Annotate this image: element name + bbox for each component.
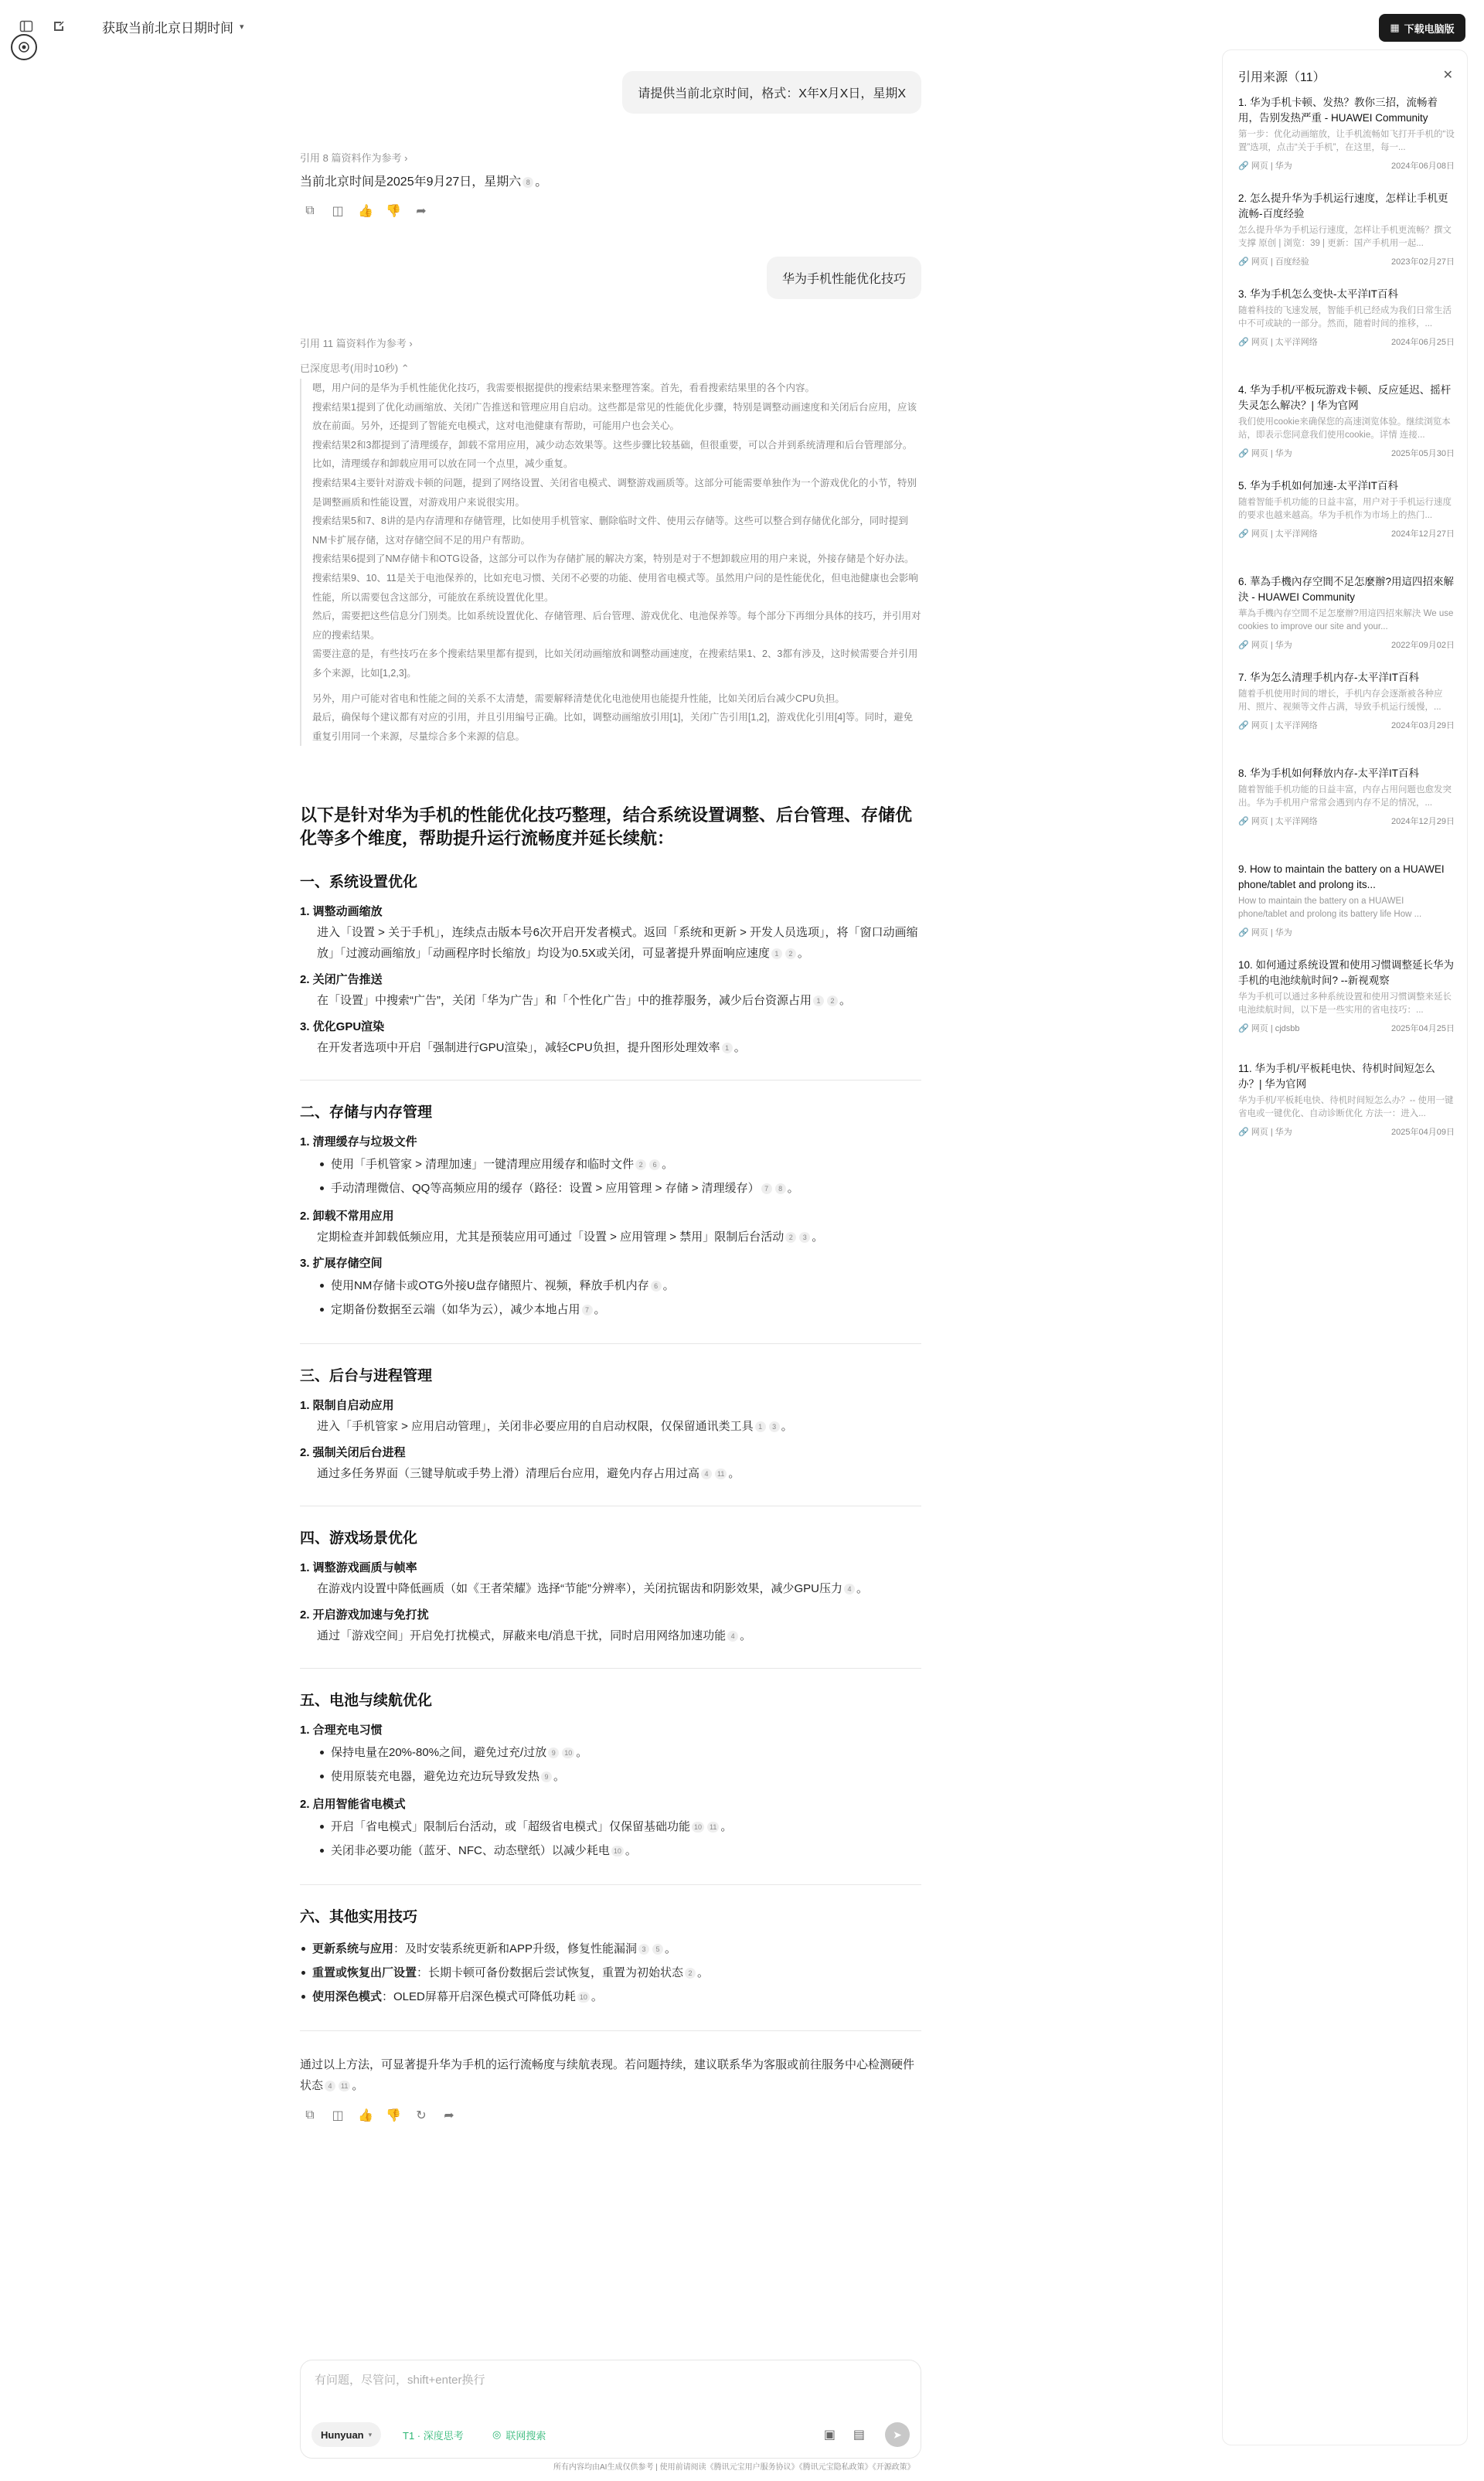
- subsection-title: 3. 扩展存储空间: [300, 1257, 383, 1270]
- thumbs-down-icon[interactable]: 👎: [386, 205, 401, 218]
- reference-title: 11. 华为手机/平板耗电快、待机时间短怎么办？| 华为官网: [1238, 1063, 1435, 1090]
- tip-body: 通过多任务界面（三键导航或手势上滑）清理后台应用，避免内存占用过高: [317, 1467, 700, 1480]
- citation-badge[interactable]: 1: [722, 1043, 733, 1053]
- reference-site: 🔗 网页 | 华为: [1238, 1128, 1292, 1137]
- reference-site: 🔗 网页 | 太平洋网络: [1238, 721, 1318, 730]
- list-item: 使用原装充电器，避免边充边玩导致发热 9 。: [300, 1765, 921, 1788]
- reference-title: 9. How to maintain the battery on a HUAWEI phone/tablet and prolong its...: [1238, 863, 1445, 890]
- reference-site-name: 华为: [1275, 928, 1292, 938]
- reference-site: 🔗 网页 | 太平洋网络: [1238, 529, 1318, 539]
- reference-snippet: 随着科技的飞速发展，智能手机已经成为我们日常生活中不可或缺的一部分。然而，随着时间的推移，...: [1238, 306, 1452, 328]
- reference-snippet: 随着智能手机功能的日益丰富，用户对于手机运行速度的要求也越来越高。华为手机作为市场上的热门...: [1238, 498, 1452, 520]
- reference-snippet: 随着手机使用时间的增长，手机内存会逐渐被各种应用、照片、视频等文件占满，导致手机运行缓慢，...: [1238, 689, 1443, 712]
- copy-icon[interactable]: ⧉: [305, 2108, 315, 2122]
- reference-site-name: 太平洋网络: [1275, 721, 1318, 730]
- reference-date: 2024年12月29日: [1391, 817, 1455, 826]
- citation-badge[interactable]: 2: [785, 1232, 796, 1243]
- reference-meta: [1238, 1022, 1455, 1034]
- reference-site-name: 太平洋网络: [1275, 529, 1318, 539]
- user-message: 请提供当前北京时间，格式：X年X月X日，星期X: [622, 71, 921, 114]
- divider: [300, 1884, 921, 1885]
- chevron-down-icon: ▾: [368, 2430, 373, 2438]
- bookmark-icon[interactable]: ◫: [332, 2109, 344, 2122]
- reference-title: 4. 华为手机/平板玩游戏卡顿、反应延迟、摇杆失灵怎么解决？| 华为官网: [1238, 384, 1452, 411]
- bookmark-icon[interactable]: ◫: [332, 205, 344, 218]
- subsection-title: 2. 强制关闭后台进程: [300, 1446, 406, 1459]
- citation-badge[interactable]: 7: [761, 1183, 772, 1194]
- tip-text: 在「设置」中搜索“广告”，关闭「华为广告」和「个性化广告」中的推荐服务，减少后台资源占用 1 2 。: [317, 994, 852, 1007]
- citation-badge[interactable]: 2: [785, 948, 796, 959]
- reference-meta: [1238, 926, 1455, 938]
- subsection-title: 2. 启用智能省电模式: [300, 1798, 406, 1811]
- reference-title: 6. 華為手機內存空間不足怎麼辦?用這四招來解決 - HUAWEI Community: [1238, 576, 1455, 603]
- footer-disclaimer: 所有内容均由AI生成仅供参考 | 使用前请阅读《腾讯元宝用户服务协议》《腾讯元宝隐私政策》《开源政策》: [553, 2463, 915, 2472]
- reference-date: 2025年04月25日: [1391, 1024, 1455, 1033]
- copy-icon[interactable]: ⧉: [305, 204, 315, 217]
- reference-item[interactable]: [1238, 1061, 1455, 1138]
- share-icon[interactable]: ➦: [416, 205, 427, 218]
- reference-snippet: 随着智能手机功能的日益丰富，内存占用问题也愈发突出。华为手机用户常常会遇到内存不足的情况，...: [1238, 785, 1452, 808]
- reference-title: 7. 华为怎么清理手机内存-太平洋IT百科: [1238, 672, 1420, 683]
- thinking-content: [300, 379, 921, 746]
- citation-badge[interactable]: 9: [541, 1771, 552, 1782]
- thinking-paragraph: 搜索结果4主要针对游戏卡顿的问题，提到了网络设置、关闭省电模式、调整游戏画质等。这部分可能需要单独作为一个游戏优化的小节，特别是调整画质和性能设置，对游戏用户来说很实用。: [312, 477, 917, 508]
- reference-snippet: 華為手機內存空間不足怎麼辦?用這四招來解決 We use cookies to improve our site and your...: [1238, 609, 1454, 631]
- subsection-title: 1. 调整游戏画质与帧率: [300, 1561, 417, 1574]
- reference-site: 🔗 网页 | 华为: [1238, 928, 1292, 938]
- citation-badge[interactable]: 2: [827, 995, 838, 1006]
- reference-date: 2024年03月29日: [1391, 721, 1455, 730]
- list-item: 使用深色模式：OLED屏幕开启深色模式可降低功耗 10 。: [300, 1985, 921, 2009]
- link-icon: 🔗: [1238, 721, 1249, 730]
- list-item: 使用「手机管家 > 清理加速」一键清理应用缓存和临时文件 2 6 。: [300, 1152, 921, 1176]
- new-chat-icon[interactable]: [49, 17, 68, 36]
- references-panel: [1222, 49, 1468, 2445]
- reference-site: 🔗 网页 | 华为: [1238, 162, 1292, 171]
- reference-site-name: 华为: [1275, 1128, 1292, 1137]
- download-desktop-button[interactable]: [1379, 14, 1465, 42]
- reference-site-name: cjdsbb: [1275, 1024, 1300, 1033]
- citation-badge[interactable]: 3: [769, 1421, 780, 1432]
- reference-date: 2022年09月02日: [1391, 641, 1455, 650]
- reference-meta: [1238, 447, 1455, 459]
- reference-item[interactable]: [1238, 670, 1455, 731]
- list-item: 关闭非必要功能（蓝牙、NFC、动态壁纸）以减少耗电 10 。: [300, 1839, 921, 1863]
- link-icon: 🔗: [1238, 162, 1249, 171]
- thinking-paragraph: 搜索结果1提到了优化动画缩放、关闭广告推送和管理应用自启动。这些都是常见的性能优化步骤，特别是调整动画速度和关闭后台应用，应该放在前面。另外，还提到了智能充电模式，这对电池健康有帮助，可能用户也会关心。: [312, 401, 917, 432]
- reference-site-name: 华为: [1275, 641, 1292, 650]
- reference-date: 2025年05月30日: [1391, 449, 1455, 458]
- list-item-text: ：及时安装系统更新和APP升级，修复性能漏洞: [393, 1942, 638, 1955]
- send-button[interactable]: [885, 2422, 910, 2447]
- link-icon: 🔗: [1238, 529, 1249, 539]
- send-icon: ➤: [893, 2428, 902, 2441]
- citation-badge[interactable]: 1: [813, 995, 824, 1006]
- list-item-text: 开启「省电模式」限制后台活动，或「超级省电模式」仅保留基础功能: [331, 1820, 691, 1833]
- section-title: 二、存储与内存管理: [300, 1104, 433, 1121]
- divider: [300, 1668, 921, 1669]
- reference-title: 8. 华为手机如何释放内存-太平洋IT百科: [1238, 767, 1420, 779]
- conclusion-text: 通过以上方法，可显著提升华为手机的运行流畅度与续航表现。若问题持续，建议联系华为客服或前往服务中心检测硬件状态: [300, 2058, 915, 2092]
- reference-title: 10. 如何通过系统设置和使用习惯调整延长华为手机的电池续航时间? --新视观察: [1238, 959, 1455, 986]
- citation-badge[interactable]: 10: [692, 1822, 704, 1833]
- citation-badge[interactable]: 4: [844, 1584, 855, 1594]
- reference-site: 🔗 网页 | 华为: [1238, 449, 1292, 458]
- top-bar: [0, 0, 1213, 54]
- reference-meta: [1238, 527, 1455, 539]
- section-title: 六、其他实用技巧: [300, 1909, 418, 1925]
- reference-snippet: 怎么提升华为手机运行速度，怎样让手机更流畅？撰文支撑 原创 | 浏览：39 | 更新：国产手机用一起...: [1238, 226, 1452, 248]
- reference-meta: [1238, 159, 1455, 172]
- link-icon: 🔗: [1238, 338, 1249, 347]
- tip-text: 通过多任务界面（三键导航或手势上滑）清理后台应用，避免内存占用过高 4 11 。: [317, 1467, 740, 1480]
- list-item-bold: 更新系统与应用: [312, 1942, 394, 1955]
- chat-input[interactable]: 有问题，尽管问，shift+enter换行: [315, 2374, 485, 2387]
- reference-item[interactable]: [1238, 95, 1455, 172]
- reference-meta: [1238, 815, 1455, 827]
- section-title: 五、电池与续航优化: [300, 1693, 433, 1709]
- reference-title: 5. 华为手机如何加速-太平洋IT百科: [1238, 480, 1399, 492]
- citation-badge[interactable]: 5: [652, 1944, 663, 1955]
- windows-icon: ▦: [1390, 22, 1400, 33]
- thinking-paragraph: 搜索结果9、10、11是关于电池保养的，比如充电习惯、关闭不必要的功能、使用省电模式等。虽然用户问的是性能优化，但电池健康也会影响性能，所以需要包含这部分，可能放在系统设置优化里。: [312, 572, 918, 603]
- reference-date: 2024年06月08日: [1391, 162, 1455, 171]
- reference-site: 🔗 网页 | 华为: [1238, 641, 1292, 650]
- close-icon[interactable]: ✕: [1442, 69, 1453, 82]
- globe-icon: ◎: [492, 2428, 502, 2440]
- link-icon: 🔗: [1238, 817, 1249, 826]
- list-item: 使用NM存储卡或OTG外接U盘存储照片、视频，释放手机内存 6 。: [300, 1274, 921, 1298]
- reference-item[interactable]: [1238, 478, 1455, 539]
- list-item: 更新系统与应用：及时安装系统更新和APP升级，修复性能漏洞 3 5 。: [300, 1937, 921, 1961]
- tip-text: 在游戏内设置中降低画质（如《王者荣耀》选择“节能”分辨率），关闭抗锯齿和阴影效果，减少GPU压力 4 。: [317, 1582, 869, 1595]
- tip-body: 进入「手机管家 > 应用启动管理」，关闭非必要应用的自启动权限，仅保留通讯类工具: [317, 1420, 754, 1433]
- citation-badge[interactable]: 1: [755, 1421, 766, 1432]
- reference-meta: [1238, 335, 1455, 348]
- citation-badge[interactable]: 4: [701, 1469, 712, 1479]
- list-item: 重置或恢复出厂设置：长期卡顿可备份数据后尝试恢复，重置为初始状态 2 。: [300, 1961, 921, 1985]
- citation-badge[interactable]: 9: [548, 1748, 559, 1758]
- reference-snippet: 第一步：优化动画缩放，让手机流畅如飞打开手机的“设置”选项，点击“关于手机”，在这里，每一...: [1238, 130, 1455, 152]
- chat-input-box: [300, 2360, 921, 2459]
- link-icon: 🔗: [1238, 257, 1249, 267]
- reference-count[interactable]: 引用 8 篇资料作为参考 ›: [300, 152, 408, 164]
- reference-item[interactable]: [1238, 191, 1455, 267]
- section-title: 三、后台与进程管理: [300, 1368, 433, 1384]
- thinking-paragraph: 需要注意的是，有些技巧在多个搜索结果里都有提到，比如关闭动画缩放和调整动画速度，在搜索结果1、2、3都有涉及，这时候需要合并引用多个来源，比如[1,2,3]。: [312, 648, 918, 679]
- thinking-paragraph: 另外，用户可能对省电和性能之间的关系不太清楚，需要解释清楚优化电池使用也能提升性能，比如关闭后台减少CPU负担。: [312, 693, 845, 704]
- reference-title: 2. 怎么提升华为手机运行速度，怎样让手机更流畅-百度经验: [1238, 192, 1448, 220]
- section-title: 四、游戏场景优化: [300, 1530, 418, 1547]
- reference-site: 🔗 网页 | 百度经验: [1238, 257, 1309, 267]
- thinking-toggle[interactable]: 已深度思考(用时10秒) ⌃: [300, 362, 410, 374]
- reference-item[interactable]: [1238, 958, 1455, 1034]
- file-upload-icon[interactable]: ▤: [853, 2428, 865, 2442]
- citation-badge[interactable]: 11: [715, 1469, 727, 1479]
- citation-badge[interactable]: 8: [522, 177, 533, 188]
- citation-badge[interactable]: 3: [638, 1944, 649, 1955]
- sidebar-toggle-icon[interactable]: [17, 17, 36, 36]
- deep-thinking-toggle[interactable]: [393, 2422, 473, 2447]
- thumbs-down-icon[interactable]: 👎: [386, 2109, 401, 2122]
- list-item: 开启「省电模式」限制后台活动，或「超级省电模式」仅保留基础功能 10 11 。: [300, 1815, 921, 1839]
- answer-sections: [300, 870, 921, 2009]
- citation-badge[interactable]: 7: [582, 1305, 593, 1315]
- answer-text: 当前北京时间是2025年9月27日，星期六: [300, 175, 522, 189]
- reference-item[interactable]: [1238, 766, 1455, 827]
- answer-intro: 以下是针对华为手机的性能优化技巧整理，结合系统设置调整、后台管理、存储优化等多个维度，帮助提升运行流畅度并延长续航：: [300, 805, 913, 848]
- reference-snippet: 华为手机/平板耗电快、待机时间短怎么办？-- 使用一键省电或一键优化、自动诊断优化 方法一：进入...: [1238, 1096, 1454, 1118]
- deep-thinking-label: T1 · 深度思考: [403, 2429, 464, 2442]
- answer-actions: [303, 204, 428, 218]
- reference-meta: [1238, 1125, 1455, 1138]
- subsection-title: 1. 清理缓存与垃圾文件: [300, 1135, 417, 1149]
- reference-count[interactable]: 引用 11 篇资料作为参考 ›: [300, 338, 413, 349]
- citation-badge[interactable]: 4: [325, 2081, 335, 2091]
- reference-site: 🔗 网页 | 太平洋网络: [1238, 817, 1318, 826]
- citation-badge[interactable]: 11: [339, 2081, 350, 2091]
- citation-badge[interactable]: 3: [799, 1232, 810, 1243]
- thinking-paragraph: 搜索结果6提到了NM存储卡和OTG设备，这部分可以作为存储扩展的解决方案，特别是对于不想卸载应用的用户来说，外接存储是个好办法。: [312, 553, 914, 565]
- subsection-title: 1. 限制自启动应用: [300, 1399, 394, 1412]
- subsection-title: 2. 卸载不常用应用: [300, 1210, 394, 1223]
- reference-site: 🔗 网页 | cjdsbb: [1238, 1024, 1300, 1033]
- reference-site-name: 太平洋网络: [1275, 817, 1318, 826]
- reference-date: 2025年04月09日: [1391, 1128, 1455, 1137]
- list-item-text: 使用原装充电器，避免边充边玩导致发热: [331, 1770, 540, 1783]
- reference-date: 2024年06月25日: [1391, 338, 1455, 347]
- list-item: 定期备份数据至云端（如华为云），减少本地占用 7 。: [300, 1298, 921, 1322]
- thumbs-up-icon[interactable]: 👍: [358, 205, 373, 218]
- list-item-text: 手动清理微信、QQ等高频应用的缓存（路径：设置 > 应用管理 > 存储 > 清理缓存）: [331, 1182, 760, 1195]
- assistant-answer: 当前北京时间是2025年9月27日，星期六 8 。: [300, 175, 548, 189]
- section-title: 一、系统设置优化: [300, 874, 418, 890]
- list-item-bold: 重置或恢复出厂设置: [312, 1966, 417, 1979]
- model-label: Hunyuan: [321, 2428, 364, 2441]
- reference-snippet: 我们使用cookie来确保您的高速浏览体验。继续浏览本站，即表示您同意我们使用cookie。详情 连接...: [1238, 417, 1451, 440]
- list-item-text: 定期备份数据至云端（如华为云），减少本地占用: [331, 1303, 580, 1316]
- reference-title: 1. 华为手机卡顿、发热？教你三招，流畅着用，告别发热严重 - HUAWEI Community: [1238, 97, 1438, 124]
- list-item-text: ：OLED屏幕开启深色模式可降低功耗: [382, 1990, 576, 2003]
- link-icon: 🔗: [1238, 1128, 1249, 1137]
- citation-badge[interactable]: 4: [727, 1631, 738, 1642]
- reference-item[interactable]: [1238, 862, 1455, 938]
- reference-text: 引用 8 篇资料作为参考: [300, 152, 402, 164]
- tip-text: 进入「设置 > 关于手机」，连续点击版本号6次开启开发者模式。返回「系统和更新 > 开发人员选项」，将「窗口动画缩放」「过渡动画缩放」「动画程序时长缩放」均设为0.5X或关闭，可显著提升界面响应速度 1 2 。: [317, 926, 918, 960]
- divider: [300, 1343, 921, 1344]
- thinking-paragraph: 搜索结果2和3都提到了清理缓存，卸载不常用应用，减少动态效果等。这些步骤比较基础，但很重要，可以合并到系统清理和后台管理部分。比如，清理缓存和卸载应用可以放在同一个点里，减少重复。: [312, 439, 913, 470]
- tip-body: 在游戏内设置中降低画质（如《王者荣耀》选择“节能”分辨率），关闭抗锯齿和阴影效果，减少GPU压力: [317, 1582, 842, 1595]
- reference-text: 引用 11 篇资料作为参考: [300, 338, 407, 349]
- references-title: 引用来源（11）: [1238, 71, 1326, 84]
- citation-badge[interactable]: 11: [707, 1822, 719, 1833]
- conversation-title-text: 获取当前北京日期时间: [102, 21, 233, 36]
- reference-site-name: 华为: [1275, 162, 1292, 171]
- citation-badge[interactable]: 1: [771, 948, 782, 959]
- tip-text: 通过「游戏空间」开启免打扰模式，屏蔽来电/消息干扰，同时启用网络加速功能 4 。: [317, 1629, 752, 1642]
- tip-text: 进入「手机管家 > 应用启动管理」，关闭非必要应用的自启动权限，仅保留通讯类工具 1 3 。: [317, 1420, 793, 1433]
- tip-body: 进入「设置 > 关于手机」，连续点击版本号6次开启开发者模式。返回「系统和更新 > 开发人员选项」，将「窗口动画缩放」「过渡动画缩放」「动画程序时长缩放」均设为0.5X或关闭，可显著提升界面响应速度: [317, 926, 918, 960]
- subsection-title: 1. 合理充电习惯: [300, 1724, 383, 1737]
- tip-text: 在开发者选项中开启「强制进行GPU渲染」，减轻CPU负担，提升图形处理效率 1 。: [317, 1041, 746, 1054]
- link-icon: 🔗: [1238, 928, 1249, 938]
- subsection-title: 1. 调整动画缩放: [300, 905, 383, 918]
- reference-date: 2023年02月27日: [1391, 257, 1455, 267]
- citation-badge[interactable]: 2: [635, 1159, 646, 1170]
- reference-item[interactable]: [1238, 287, 1455, 348]
- download-label: 下载电脑版: [1404, 22, 1455, 35]
- divider: [300, 2030, 921, 2031]
- list-item-bold: 使用深色模式: [312, 1990, 383, 2003]
- reference-snippet: 华为手机可以通过多种系统设置和使用习惯调整来延长电池续航时间，以下是一些实用的省电技巧：...: [1238, 992, 1452, 1015]
- list-item-text: 关闭非必要功能（蓝牙、NFC、动态壁纸）以减少耗电: [331, 1844, 610, 1857]
- assistant-answer-body: [300, 804, 921, 2122]
- reference-site-name: 太平洋网络: [1275, 338, 1318, 347]
- citation-badge[interactable]: 8: [775, 1183, 786, 1194]
- yuanbao-logo-icon[interactable]: [11, 34, 37, 60]
- thinking-paragraph: 搜索结果5和7、8讲的是内存清理和存储管理，比如使用手机管家、删除临时文件、使用云存储等。这些可以整合到存储优化部分，同时提到NM卡扩展存储，这对存储空间不足的用户有帮助。: [312, 516, 908, 546]
- reference-title: 3. 华为手机怎么变快-太平洋IT百科: [1238, 288, 1399, 300]
- regenerate-icon[interactable]: ↻: [416, 2109, 427, 2122]
- reference-meta: [1238, 638, 1455, 651]
- reference-date: 2024年12月27日: [1391, 529, 1455, 539]
- divider: [300, 1080, 921, 1081]
- thinking-paragraph: 然后，需要把这些信息分门别类。比如系统设置优化、存储管理、后台管理、游戏优化、电池保养等。每个部分下再细分具体的技巧，并引用对应的搜索结果。: [312, 611, 921, 641]
- model-selector[interactable]: [311, 2422, 381, 2447]
- reference-site-name: 百度经验: [1275, 257, 1309, 267]
- share-icon[interactable]: ➦: [444, 2109, 454, 2122]
- subsection-title: 2. 关闭广告推送: [300, 973, 383, 986]
- subsection-title: 3. 优化GPU渲染: [300, 1020, 385, 1033]
- web-search-label: 联网搜索: [505, 2429, 546, 2442]
- tip-body: 在「设置」中搜索“广告”，关闭「华为广告」和「个性化广告」中的推荐服务，减少后台资源占用: [317, 994, 812, 1007]
- list-item-text: 保持电量在20%-80%之间，避免过充/过放: [331, 1746, 547, 1759]
- tip-text: 定期检查并卸载低频应用，尤其是预装应用可通过「设置 > 应用管理 > 禁用」限制后台活动 2 3 。: [317, 1230, 824, 1244]
- thinking-paragraph: 最后，确保每个建议都有对应的引用，并且引用编号正确。比如，调整动画缩放引用[1]，关闭广告引用[1,2]，游戏优化引用[4]等。同时，避免重复引用同一个来源，尽量综合多个来源的信息。: [312, 712, 914, 742]
- reference-site-name: 华为: [1275, 449, 1292, 458]
- list-item: 手动清理微信、QQ等高频应用的缓存（路径：设置 > 应用管理 > 存储 > 清理缓存） 7 8 。: [300, 1176, 921, 1200]
- citation-badge[interactable]: 6: [651, 1281, 662, 1292]
- tip-body: 在开发者选项中开启「强制进行GPU渲染」，减轻CPU负担，提升图形处理效率: [317, 1041, 720, 1054]
- list-item-text: 使用NM存储卡或OTG外接U盘存储照片、视频，释放手机内存: [331, 1279, 649, 1292]
- citation-badge[interactable]: 10: [611, 1846, 624, 1856]
- reference-item[interactable]: [1238, 383, 1455, 459]
- web-search-toggle[interactable]: [483, 2422, 555, 2447]
- citation-badge[interactable]: 2: [685, 1968, 696, 1979]
- list-item: 保持电量在20%-80%之间，避免过充/过放 9 10 。: [300, 1741, 921, 1765]
- subsection-title: 2. 开启游戏加速与免打扰: [300, 1608, 429, 1622]
- list-item-text: 使用「手机管家 > 清理加速」一键清理应用缓存和临时文件: [331, 1158, 635, 1171]
- thinking-label: 已深度思考(用时10秒): [300, 362, 399, 374]
- user-message: 华为手机性能优化技巧: [767, 257, 921, 299]
- thinking-paragraph: 嗯，用户问的是华为手机性能优化技巧，我需要根据提供的搜索结果来整理答案。首先，看看搜索结果里的各个内容。: [312, 383, 815, 393]
- image-upload-icon[interactable]: ▣: [823, 2428, 836, 2442]
- conversation-title[interactable]: [102, 17, 244, 36]
- link-icon: 🔗: [1238, 641, 1249, 650]
- reference-meta: [1238, 255, 1455, 267]
- answer-actions: [303, 2108, 924, 2122]
- chevron-down-icon: ▾: [240, 22, 244, 32]
- list-item-text: ：长期卡顿可备份数据后尝试恢复，重置为初始状态: [417, 1966, 684, 1979]
- citation-badge[interactable]: 6: [649, 1159, 660, 1170]
- reference-meta: [1238, 719, 1455, 731]
- thumbs-up-icon[interactable]: 👍: [358, 2109, 373, 2122]
- reference-snippet: How to maintain the battery on a HUAWEI phone/tablet and prolong its battery life How ...: [1238, 897, 1422, 919]
- reference-site: 🔗 网页 | 太平洋网络: [1238, 338, 1318, 347]
- link-icon: 🔗: [1238, 1024, 1249, 1033]
- answer-conclusion: 通过以上方法，可显著提升华为手机的运行流畅度与续航表现。若问题持续，建议联系华为客服或前往服务中心检测硬件状态 4 11 。: [300, 2058, 915, 2092]
- tip-body: 定期检查并卸载低频应用，尤其是预装应用可通过「设置 > 应用管理 > 禁用」限制后台活动: [317, 1230, 785, 1244]
- link-icon: 🔗: [1238, 449, 1249, 458]
- tip-body: 通过「游戏空间」开启免打扰模式，屏蔽来电/消息干扰，同时启用网络加速功能: [317, 1629, 727, 1642]
- citation-badge[interactable]: 10: [577, 1992, 590, 2003]
- reference-item[interactable]: [1238, 574, 1455, 651]
- citation-badge[interactable]: 10: [562, 1748, 574, 1758]
